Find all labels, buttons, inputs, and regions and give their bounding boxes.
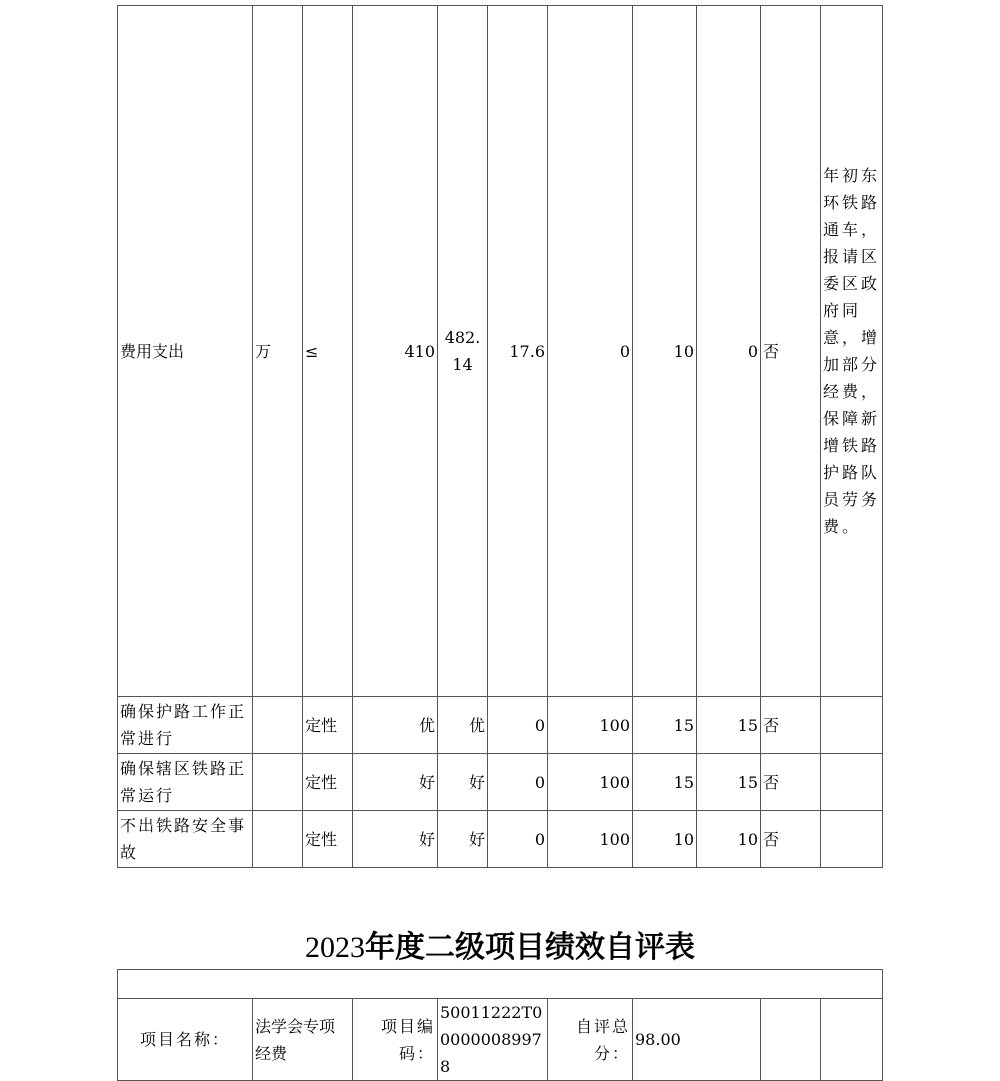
value-cell: 0 — [697, 6, 761, 697]
unit-cell: 万 — [253, 6, 303, 697]
flag-cell: 否 — [761, 754, 821, 811]
flag-cell: 否 — [761, 6, 821, 697]
operator-cell: 定性 — [303, 811, 353, 868]
table-row — [118, 754, 883, 811]
value-cell: 100 — [548, 811, 633, 868]
value-cell: 15 — [697, 754, 761, 811]
blank-header-cell — [118, 970, 883, 999]
value-cell: 15 — [697, 697, 761, 754]
performance-indicator-table — [117, 5, 883, 868]
value-cell: 0 — [488, 811, 548, 868]
value-cell: 10 — [633, 6, 697, 697]
note-cell — [821, 697, 883, 754]
value-cell: 10 — [633, 811, 697, 868]
indicator-cell: 确保辖区铁路正常运行 — [118, 754, 253, 811]
table-row-cost — [118, 6, 883, 697]
table-row — [118, 697, 883, 754]
value-cell: 0 — [488, 754, 548, 811]
target-cell: 410 — [353, 6, 438, 697]
title-text: 年度二级项目绩效自评表 — [365, 930, 695, 965]
value-cell: 15 — [633, 697, 697, 754]
target-cell: 好 — [353, 811, 438, 868]
note-cell: 年初东环铁路通车，报请区委区政府同意，增加部分经费，保障新增铁路护路队员劳务费。 — [821, 6, 883, 697]
score-value: 98.00 — [633, 999, 761, 1081]
value-cell: 0 — [488, 697, 548, 754]
empty-cell — [821, 999, 883, 1081]
actual-cell: 优 — [438, 697, 488, 754]
value-cell: 10 — [697, 811, 761, 868]
actual-cell: 好 — [438, 811, 488, 868]
value-cell: 100 — [548, 754, 633, 811]
flag-cell: 否 — [761, 811, 821, 868]
target-cell: 好 — [353, 754, 438, 811]
score-label: 自评总分： — [548, 999, 633, 1081]
project-name-label: 项目名称： — [118, 999, 253, 1081]
operator-cell: 定性 — [303, 754, 353, 811]
value-cell: 17.6 — [488, 6, 548, 697]
section-title — [0, 922, 1000, 966]
table-row — [118, 999, 883, 1081]
value-cell: 15 — [633, 754, 697, 811]
note-cell — [821, 811, 883, 868]
unit-cell — [253, 754, 303, 811]
value-cell: 0 — [548, 6, 633, 697]
table-header-row — [118, 970, 883, 999]
flag-cell: 否 — [761, 697, 821, 754]
project-code-value: 50011222T000000089978 — [438, 999, 548, 1081]
empty-cell — [761, 999, 821, 1081]
indicator-cell: 费用支出 — [118, 6, 253, 697]
indicator-cell: 不出铁路安全事故 — [118, 811, 253, 868]
operator-cell: ≤ — [303, 6, 353, 697]
target-cell: 优 — [353, 697, 438, 754]
title-year: 2023 — [305, 931, 365, 964]
unit-cell — [253, 697, 303, 754]
note-cell — [821, 754, 883, 811]
operator-cell: 定性 — [303, 697, 353, 754]
project-name-value: 法学会专项经费 — [253, 999, 353, 1081]
project-info-table — [117, 969, 883, 1081]
actual-cell: 好 — [438, 754, 488, 811]
indicator-cell: 确保护路工作正常进行 — [118, 697, 253, 754]
value-cell: 100 — [548, 697, 633, 754]
table-row — [118, 811, 883, 868]
unit-cell — [253, 811, 303, 868]
project-code-label: 项目编码： — [353, 999, 438, 1081]
actual-cell: 482.14 — [438, 6, 488, 697]
